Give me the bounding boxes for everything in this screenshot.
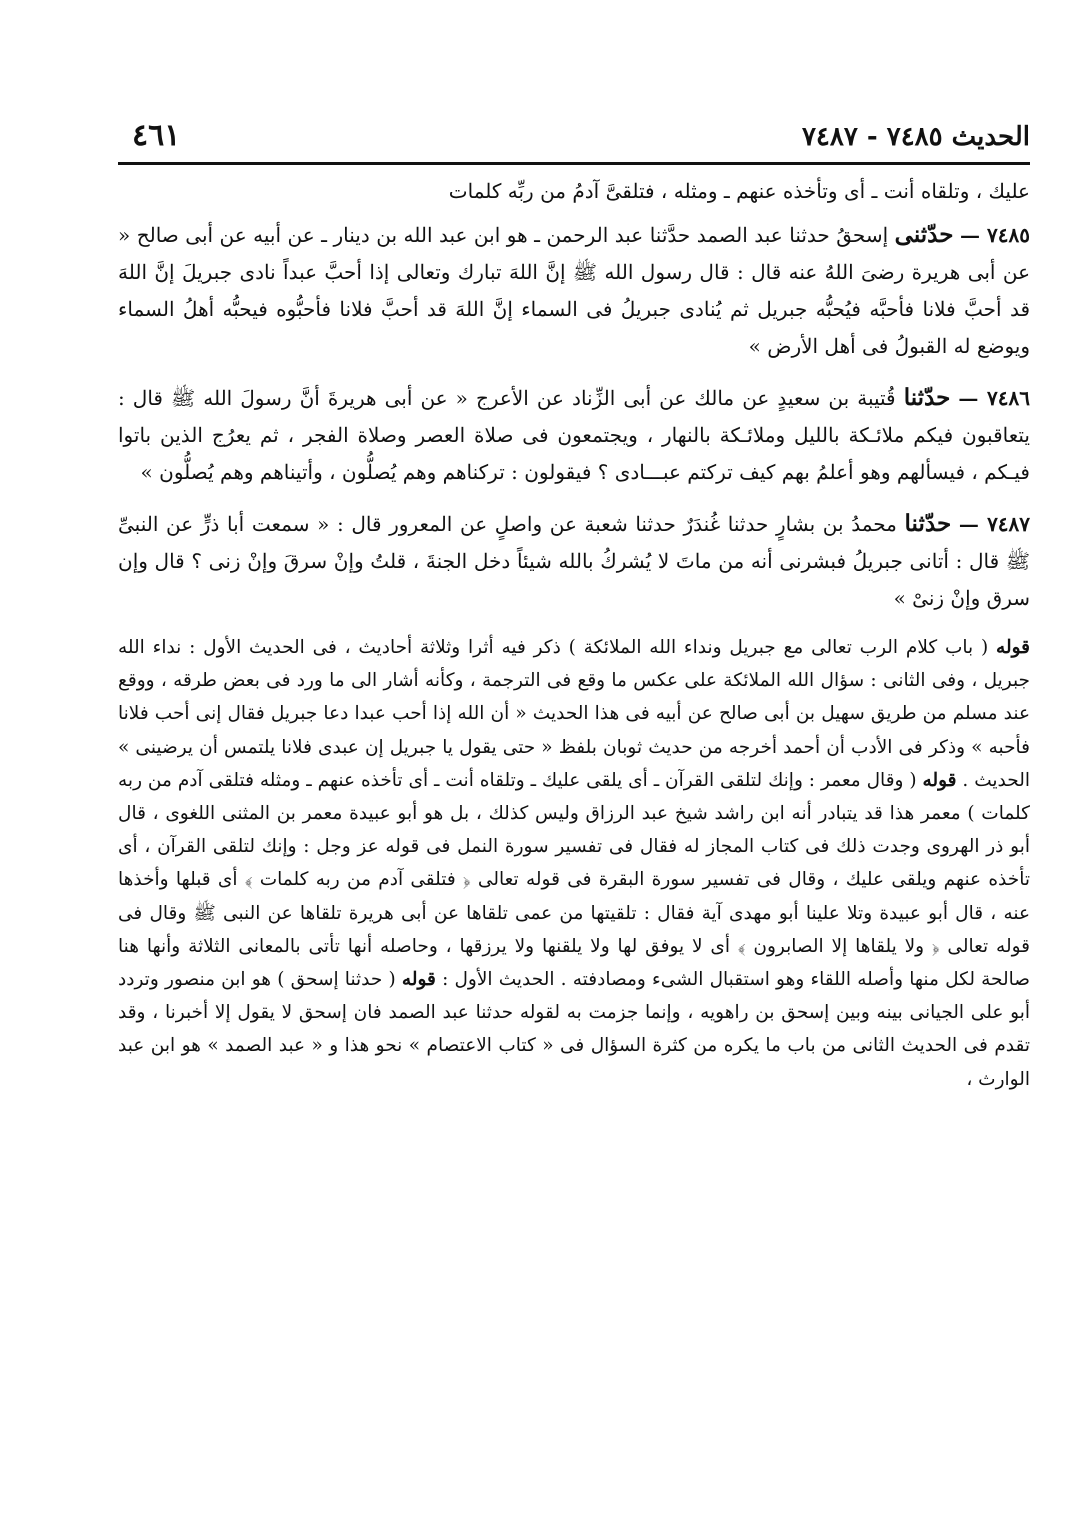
top-continuation: عليك ، وتلقاه أنت ـ أى وتأخذه عنهم ـ ومثله ، فتلقىَّ آدمُ من ربِّه كلمات	[448, 179, 1030, 203]
commentary-text: ( وقال معمر : وإنك لتلقى القرآن ـ أى يلقى عليك ـ وتلقاه أنت ـ أى تأخذه عنهم ـ ومثله فتلقى آدم من ربه كلمات ) معمر هذا قد يتبادر أنه ابن راشد شيخ عبد الرزاق وليس كذلك ، بل هو أبو عبيدة معمر بن المثنى اللغوى ، قال أبو ذر الهروى وجدت ذلك فى كتاب المجاز له فقال فى تفسير سورة النمل فى قوله عز وجل : وإنك لتلقى القرآن ، أى تأخذه عنهم ويلقى عليك ، وقال فى تفسير سورة البقرة فى قوله تعالى ﴿ فتلقى آدم من ربه كلمات ﴾ أى قبلها وأخذها عنه ، قال أبو عبيدة وتلا علينا أبو مهدى آية فقال : تلقيتها من عمى تلقاها عن أبى هريرة تلقاها عن النبى ﷺ وقال فى قوله تعالى ﴿ ولا يلقاها إلا الصابرون ﴾ أى لا يوفق لها ولا يلقنها ولا يرزقها ، وحاصله أنها تأتى بالمعانى الثلاثة وأنها هنا صالحة لكل منها وأصله اللقاء وهو استقبال الشىء ومصادفته . الحديث الأول :	[118, 769, 1030, 991]
running-title: الحديث ٧٤٨٥ - ٧٤٨٧	[801, 122, 1030, 152]
hadith-text: محمدُ بن بشارٍ حدثنا غُندَرٌ حدثنا شعبة عن واصلٍ عن المعرور قال : « سمعت أبا ذرٍّ عن النبىِّ ﷺ قال : أتانى جبريلُ فبشرنى أنه من ماتَ لا يُشركُ بالله شيئاً دخل الجنةَ ، قلتُ وإنْ سرقَ وإنْ زنى ؟ قال وإن سرق وإنْ زنىْ »	[118, 512, 1030, 610]
header-rule	[118, 162, 1030, 165]
commentary-text: ( باب كلام الرب تعالى مع جبريل ونداء الله الملائكة ) ذكر فيه أثرا وثلاثة أحاديث ، فى الحديث الأول : نداء الله جبريل ، وفى الثانى : سؤال الله الملائكة على عكس ما وقع فى الترجمة ، وكأنه أشار الى ما ورد فى بعض طرقه ، ووقع عند مسلم من طريق سهيل بن أبى صالح عن أبيه فى هذا الحديث « أن الله إذا أحب عبدا دعا جبريل فقال إنى أحب فلانا فأحبه » وذكر فى الأدب أن أحمد أخرجه من حديث ثوبان بلفظ « حتى يقول يا جبريل إن عبدى فلانا يلتمس أن يرضينى » الحديث .	[118, 637, 1030, 791]
hadith-7485	[118, 216, 1030, 365]
hadith-text: إسحقُ حدثنا عبد الصمد حدَّثنا عبد الرحمن ـ هو ابن عبد الله بن دينار ـ عن أبيه عن أبى صالح « عن أبى هريرة رضىَ اللهُ عنه قال : قال رسول الله ﷺ إنَّ اللهَ تبارك وتعالى إذا أحبَّ عبداً نادى جبريلَ إنَّ اللهَ قد أحبَّ فلانا فأحبَّه فيُحبُّه جبريل ثم يُنادى جبريلُ فى السماء إنَّ اللهَ قد أحبَّ فلانا فأحبُّوه فيحبُّه أهلُ السماء ويوضع له القبولُ فى أهل الأرض »	[118, 223, 1031, 358]
hadith-lead-word: حدّثنى	[894, 221, 954, 248]
commentary-lead-word: قوله	[922, 769, 957, 791]
hadith-7486	[118, 379, 1030, 491]
hadith-7487	[118, 505, 1030, 617]
hadith-number: ٧٤٨٦ —	[958, 386, 1031, 410]
commentary-lead-word: قوله	[401, 969, 436, 991]
hadith-lead-word: حدّثنا	[904, 510, 952, 537]
page-header	[118, 118, 1030, 162]
hadith-lead-word: حدّثنا	[903, 384, 951, 411]
page-number: ٤٦١	[132, 118, 181, 153]
page-body	[118, 172, 1030, 1096]
hadith-text: قُتيبة بن سعيدٍ عن مالك عن أبى الزِّناد عن الأعرج « عن أبى هريرةَ أنَّ رسولَ الله ﷺ قال : يتعاقبون فيكم ملائـكة بالليل وملائـكة بالنهار ، ويجتمعون فى صلاة العصر وصلاة الفجر ، ثم يعرُج الذين باتوا فيـكم ، فيسألهم وهو أعلمُ بهم كيف تركتم عبـــادى ؟ فيقولون : تركناهم وهم يُصلُّون ، وأتيناهم وهم يُصلُّون »	[118, 386, 1030, 484]
hadith-number: ٧٤٨٥ —	[959, 223, 1031, 247]
commentary-text: ( حدثنا إسحق ) هو ابن منصور وتردد أبو على الجيانى بينه وبين إسحق بن راهويه ، وإنما جزمت به لقوله حدثنا عبد الصمد فان إسحق لا يقول إلا أخبرنا ، وقد تقدم فى الحديث الثانى من باب ما يكره من كثرة السؤال فى « كتاب الاعتصام » نحو هذا و « عبد الصمد » هو ابن عبد الوارث ،	[118, 969, 1030, 1090]
hadith-number: ٧٤٨٧ —	[958, 512, 1031, 536]
commentary	[118, 631, 1030, 1096]
commentary-lead-word: قوله	[996, 637, 1030, 658]
